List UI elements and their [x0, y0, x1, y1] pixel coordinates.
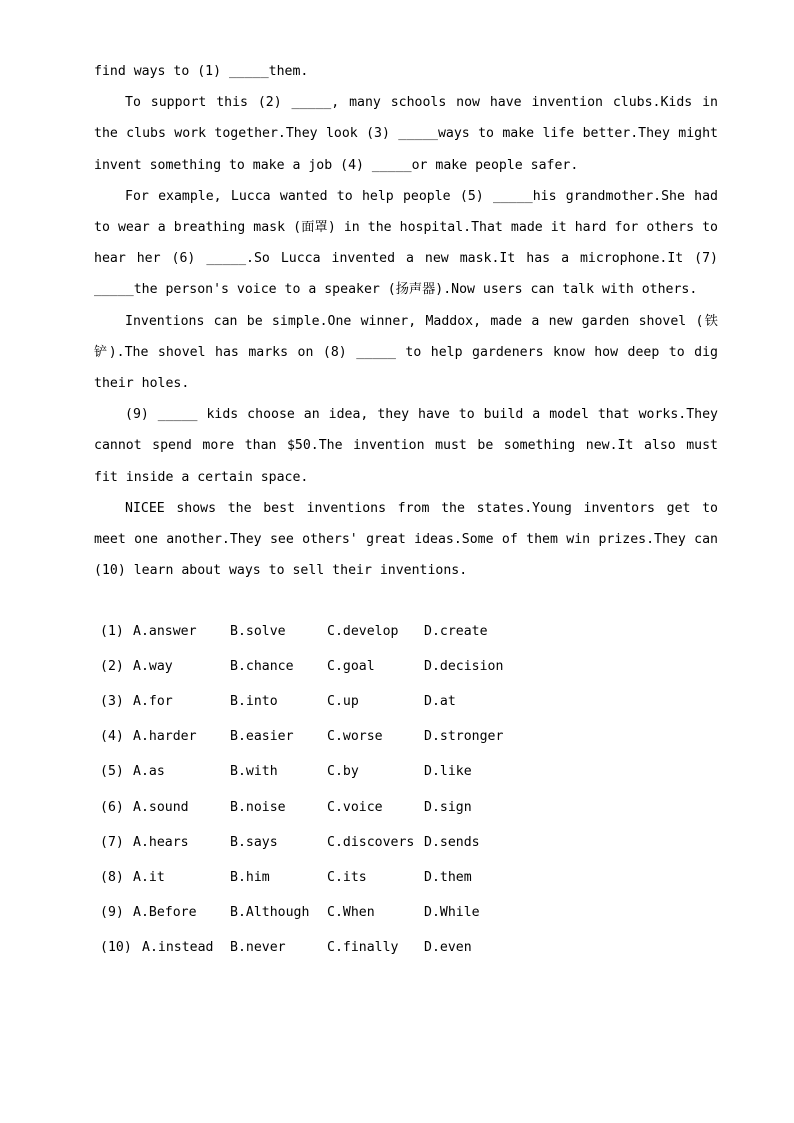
option-a: A.sound — [133, 799, 189, 815]
option-row — [100, 719, 700, 754]
passage-paragraph: NICEE shows the best inventions from the states.Young inventors get to meet one another.They see others' great ideas.Some of them win prizes.They can (10) learn about ways to sell their inventions. — [94, 500, 718, 579]
question-number: (9) — [100, 904, 124, 920]
option-d: D.decision — [424, 659, 504, 675]
question-number: (3) — [100, 694, 124, 710]
option-a: A.way — [133, 659, 173, 675]
option-d: D.create — [424, 624, 488, 640]
option-a: A.as — [133, 764, 165, 780]
option-b: B.Although — [230, 904, 310, 920]
option-d: D.at — [424, 694, 456, 710]
option-c: C.by — [327, 764, 359, 780]
option-row — [100, 614, 700, 649]
option-a: A.harder — [133, 729, 197, 745]
option-a: A.Before — [133, 904, 197, 920]
option-c: C.worse — [327, 729, 383, 745]
passage-paragraph: find ways to (1) _____them. — [94, 64, 309, 79]
option-a: A.answer — [133, 624, 197, 640]
cloze-passage — [94, 56, 718, 586]
option-d: D.like — [424, 764, 472, 780]
option-c: C.goal — [327, 659, 375, 675]
option-d: D.them — [424, 869, 472, 885]
option-row — [100, 754, 700, 789]
option-b: B.into — [230, 694, 278, 710]
question-number: (1) — [100, 624, 124, 640]
option-b: B.says — [230, 834, 278, 850]
option-c: C.finally — [327, 939, 399, 955]
option-c: C.When — [327, 904, 375, 920]
question-number: (4) — [100, 729, 124, 745]
option-row — [100, 860, 700, 895]
option-b: B.noise — [230, 799, 286, 815]
option-c: C.its — [327, 869, 367, 885]
passage-paragraph: To support this (2) _____, many schools now have invention clubs.Kids in the clubs work together.They look (3) _____ways to make life better.They might invent something to make a job (4) _____or make people safer. — [94, 95, 718, 173]
option-d: D.While — [424, 904, 480, 920]
option-row — [100, 684, 700, 719]
option-b: B.easier — [230, 729, 294, 745]
question-number: (6) — [100, 799, 124, 815]
passage-paragraph: Inventions can be simple.One winner, Maddox, made a new garden shovel (铁铲).The shovel has marks on (8) _____ to help gardeners know how deep to dig their holes. — [94, 313, 718, 392]
answer-options — [100, 614, 700, 965]
option-a: A.for — [133, 694, 173, 710]
option-d: D.even — [424, 939, 472, 955]
option-row — [100, 649, 700, 684]
question-number: (2) — [100, 659, 124, 675]
option-b: B.with — [230, 764, 278, 780]
option-row — [100, 789, 700, 824]
option-a: A.hears — [133, 834, 189, 850]
option-row — [100, 825, 700, 860]
option-d: D.stronger — [424, 729, 504, 745]
question-number: (10) — [100, 939, 132, 955]
option-b: B.him — [230, 869, 270, 885]
question-number: (5) — [100, 764, 124, 780]
option-d: D.sends — [424, 834, 480, 850]
option-d: D.sign — [424, 799, 472, 815]
question-number: (7) — [100, 834, 124, 850]
option-c: C.up — [327, 694, 359, 710]
option-row — [100, 895, 700, 930]
option-b: B.solve — [230, 624, 286, 640]
option-b: B.never — [230, 939, 286, 955]
passage-paragraph: For example, Lucca wanted to help people (5) _____his grandmother.She had to wear a breathing mask (面罩) in the hospital.That made it hard for others to hear her (6) _____.So Lucca invented a new mask.It has a microphone.It (7) _____the person's voice to a speaker (扬声器).Now users can talk with others. — [94, 188, 718, 298]
option-row — [100, 930, 700, 965]
option-a: A.instead — [142, 939, 214, 955]
question-number: (8) — [100, 869, 124, 885]
option-c: C.develop — [327, 624, 399, 640]
option-c: C.voice — [327, 799, 383, 815]
option-c: C.discovers — [327, 834, 415, 850]
option-a: A.it — [133, 869, 165, 885]
passage-paragraph: (9) _____ kids choose an idea, they have to build a model that works.They cannot spend more than $50.The invention must be something new.It also must fit inside a certain space. — [94, 407, 718, 485]
option-b: B.chance — [230, 659, 294, 675]
